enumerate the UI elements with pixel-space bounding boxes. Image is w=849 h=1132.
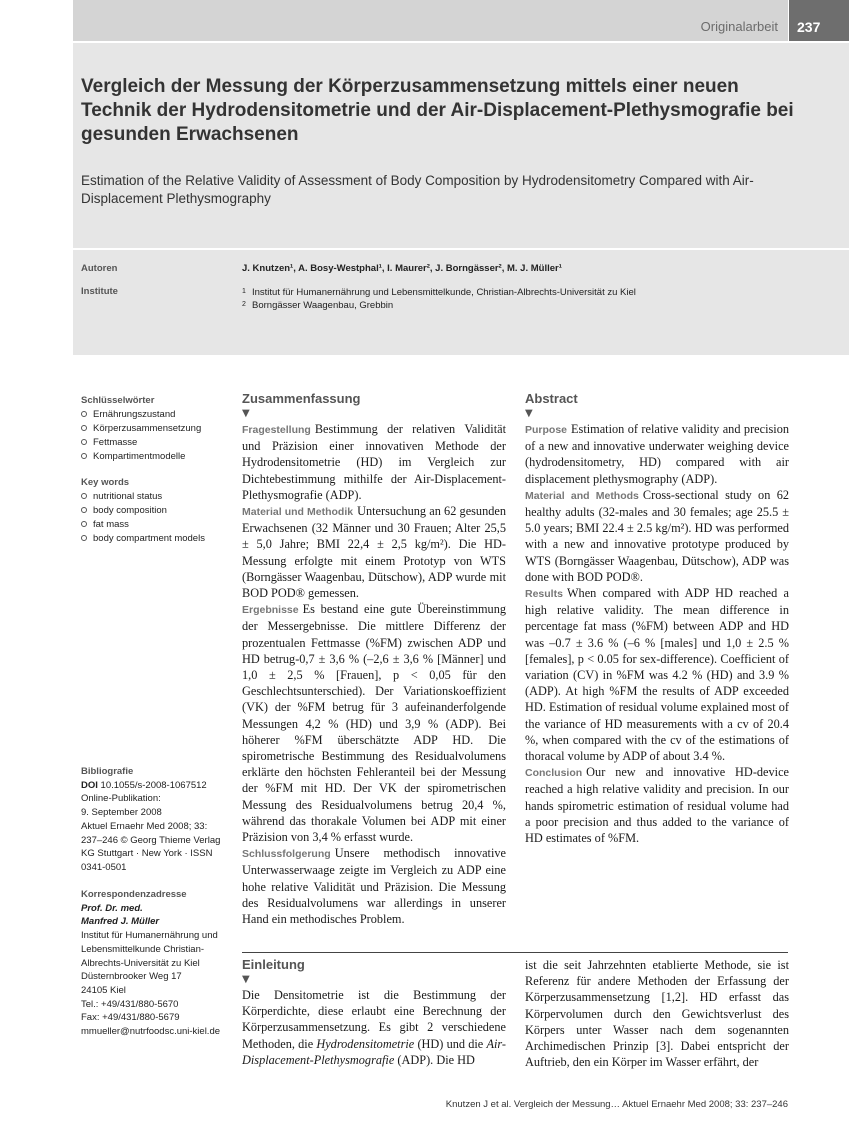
keywords-en-list — [81, 490, 226, 546]
keyword-item: body compartment models — [81, 532, 226, 546]
correspondence-title: Prof. Dr. med. — [81, 902, 143, 914]
section-label: Material and Methods — [525, 489, 639, 502]
intro-term-adp: Air-Displacement-Plethysmografie — [242, 1036, 506, 1067]
abstract-de-section — [242, 503, 506, 601]
institute-text: Institut für Humanernährung und Lebensmittelkunde, Christian-Albrechts-Universität zu Kiel — [252, 287, 636, 298]
intro-term-hd: Hydrodensitometrie — [316, 1036, 415, 1051]
section-text: Untersuchung an 62 gesunden Erwachsenen (32 Männer und 30 Frauen; Alter 25,5 ± 5,0 Jahre; BMI 22,4 ± 2,5 kg/m²). Die HD-Messung erfolgte mit einem Prototyp von WTS (Borngässer Waagenbau, Dütschow), ADP wurde mit BOD POD® gemessen. — [242, 504, 506, 601]
keywords-en-label: Key words — [81, 477, 130, 488]
keyword-item: body composition — [81, 504, 226, 518]
abstract-en-section — [525, 764, 789, 846]
section-label: Originalarbeit — [700, 19, 778, 34]
section-label: Schlussfolgerung — [242, 848, 331, 861]
correspondence-fax: Fax: +49/431/880-5679 — [81, 1012, 180, 1024]
bibliography-block — [81, 765, 229, 875]
author-list: J. Knutzen¹, A. Bosy-Westphal¹, I. Maurer², J. Borngässer², M. J. Müller¹ — [242, 263, 562, 274]
journal-info: Aktuel Ernaehr Med 2008; 33: 237–246 © Georg Thieme Verlag KG Stuttgart · New York · ISSN 0341-0501 — [81, 820, 221, 873]
correspondence-label: Korrespondenzadresse — [81, 889, 187, 900]
introduction-text — [242, 987, 506, 1068]
abstract-de — [242, 391, 506, 927]
keyword-item: Körperzusammensetzung — [81, 422, 226, 436]
keywords-de-label: Schlüsselwörter — [81, 395, 155, 406]
introduction-column-2 — [525, 957, 789, 1070]
introduction-text: ist die seit Jahrzehnten etablierte Methode, sie ist Referenz für andere Methoden der Erfassung der Körperzusammensetzung [1,2]. HD erfasst das Körpervolumen durch den Gewichtsverlust des Körpers unter Wasser nach dem sogenannten Archimedischen Prinzip [3]. Dabei entspricht der Auftrieb, den ein Körper im Wasser erfährt, der — [525, 958, 789, 1070]
correspondence-city: 24105 Kiel — [81, 984, 126, 996]
article-title: Vergleich der Messung der Körperzusammensetzung mittels einer neuen Technik der Hydrodensitometrie und der Air-Displacement-Plethysmografie bei gesunden Erwachsenen — [81, 76, 794, 145]
running-header — [73, 0, 788, 41]
online-pub-date: 9. September 2008 — [81, 807, 162, 819]
intro-text-run: Die Densitometrie ist die Bestimmung der Körperdichte, diese erlaubt eine Berechnung der Körperzusammensetzung. Es gibt 2 verschiedene Methoden, die — [242, 988, 506, 1051]
keyword-item: Kompartimentmodelle — [81, 450, 226, 464]
correspondence-institute: Institut für Humanernährung und Lebensmittelkunde Christian-Albrechts-Universität zu Kiel — [81, 930, 218, 969]
section-text: Es bestand eine gute Übereinstimmung der Messergebnisse. Die mittlere Differenz der prozentualen Fettmasse (%FM) zwischen ADP und HD betrug-0,7 ± 3,6 % (–2,6 ± 3,6 % [Männer] und 1,0 ± 2,5 % [Frauen], p < 0,05 für den Geschlechtsunterschied). Der Variationskoeffizient (VK) der %FM betrug für 3 aufeinanderfolgende Messungen 4,2 % (HD) und 3,9 % (ADP). Bei höherer %FM überschätzte ADP HD. Die spirometrische Bestimmung des Residualvolumens erklärte den höchsten Fehleranteil bei der Messung der %FM mit HD. Der VK der spirometrischen Messung des Residualvolumens betrug 20,4 %, während das thorakale Volumen bei ADP mit einer Präzision von 3,4 % erfasst wurde. — [242, 602, 506, 845]
institute-text: Borngässer Waagenbau, Grebbin — [252, 300, 394, 311]
keyword-item: fat mass — [81, 518, 226, 532]
keyword-item: nutritional status — [81, 490, 226, 504]
abstract-de-section — [242, 845, 506, 927]
section-label: Material und Methodik — [242, 506, 354, 519]
correspondence-name: Manfred J. Müller — [81, 916, 160, 928]
correspondence-street: Düsternbrooker Weg 17 — [81, 971, 182, 983]
correspondence-block — [81, 888, 229, 1039]
abstract-en-heading: Abstract — [525, 391, 578, 406]
section-text: Our new and innovative HD-device reached a high relative validity and precision. In our hands spirometric estimation of residual volume had a poor precision and thus added to the variance of HD estimates of %FM. — [525, 765, 789, 846]
introduction-heading: Einleitung — [242, 957, 305, 972]
keywords-sidebar — [81, 394, 226, 546]
section-divider — [242, 952, 788, 953]
title-panel — [73, 43, 849, 248]
authors-panel — [73, 250, 849, 355]
section-label: Conclusion — [525, 767, 583, 780]
keyword-item: Ernährungszustand — [81, 408, 226, 422]
section-text: When compared with ADP HD reached a high relative validity. The mean difference in percentage fat mass (%FM) between ADP and HD was –0.7 ± 3.6 % (–6 % [males] und 1,0 ± 2.5 % [females], p < 0.05 for sex-difference). Coefficient of variation (CV) in %FM was 4.2 % (HD) and 3.9 % (ADP). At high %FM the results of ADP exceeded HD. Estimation of residual volume explained most of the variance of HD measurements with a cv of 20.4 %, when compared with the cv of the estimations of thoracal volume by ADP of about 3.4 %. — [525, 586, 789, 764]
footer-citation: Knutzen J et al. Vergleich der Messung… Aktuel Ernaehr Med 2008; 33: 237–246 — [445, 1099, 788, 1110]
abstract-de-heading: Zusammenfassung — [242, 391, 361, 406]
introduction-column-1 — [242, 957, 506, 1068]
institute-number: 1 — [242, 288, 246, 295]
institutes-label: Institute — [81, 286, 118, 297]
doi-value[interactable]: 10.1055/s-2008-1067512 — [100, 779, 207, 791]
section-text: Cross-sectional study on 62 healthy adults (32-males and 30 females; age 25.5 ± 5.0 years; BMI 22.4 ± 2.5 kg/m²). HD was performed with a new and innovative prototype produced by WTS (Borngässer Waagenbau, Dütschow), ADP was done with BOD POD®. — [525, 487, 790, 584]
abstract-en — [525, 391, 789, 846]
triangle-marker-icon: ▼ — [242, 408, 250, 419]
institute-item — [242, 286, 636, 299]
abstract-en-section — [525, 421, 789, 487]
abstract-en-section — [525, 585, 789, 764]
abstract-en-section — [525, 487, 789, 585]
doi-label: DOI — [81, 779, 98, 791]
authors-label: Autoren — [81, 263, 118, 274]
intro-text-run: (HD) und die — [414, 1036, 487, 1051]
abstract-de-section — [242, 601, 506, 845]
section-label: Ergebnisse — [242, 604, 299, 617]
section-text: Estimation of relative validity and precision of a new and innovative underwater weighing device (hydrodensitometry, HD) compared with air displacement plethysmography (ADP). — [525, 422, 789, 486]
institute-item — [242, 299, 636, 312]
section-label: Fragestellung — [242, 424, 311, 436]
abstract-de-section — [242, 421, 506, 503]
institute-number: 2 — [242, 301, 246, 308]
institute-list — [242, 286, 636, 312]
correspondence-phone: Tel.: +49/431/880-5670 — [81, 998, 179, 1010]
online-pub-label: Online-Publikation: — [81, 793, 161, 805]
correspondence-email[interactable]: mmueller@nutrfoodsc.uni-kiel.de — [81, 1026, 221, 1038]
bibliography-label: Bibliografie — [81, 766, 134, 777]
english-title: Estimation of the Relative Validity of Assessment of Body Composition by Hydrodensitometry Compared with Air-Displacement Plethysmography — [81, 173, 754, 206]
triangle-marker-icon: ▼ — [242, 974, 250, 985]
keyword-item: Fettmasse — [81, 436, 226, 450]
triangle-marker-icon: ▼ — [525, 408, 533, 419]
section-text: Bestimmung der relativen Validität und Präzision einer innovativen Methode der Hydrodensitometrie (HD) im Vergleich zur Dichtebestimmung mithilfe der Air-Displacement-Plethysmografie (ADP). — [242, 422, 506, 502]
page-number: 237 — [789, 0, 849, 41]
intro-text-run: (ADP). Die HD — [394, 1052, 475, 1067]
section-label: Results — [525, 588, 563, 601]
keywords-de-list — [81, 408, 226, 464]
section-text: Unsere methodisch innovative Unterwasserwaage zeigte im Vergleich zu ADP eine hohe relative Validität und Präzision. Die Messung des Residualvolumens war allerdings in unserer Hand ein methodisches Problem. — [242, 846, 506, 927]
section-label: Purpose — [525, 424, 568, 436]
doi-line — [81, 779, 229, 793]
